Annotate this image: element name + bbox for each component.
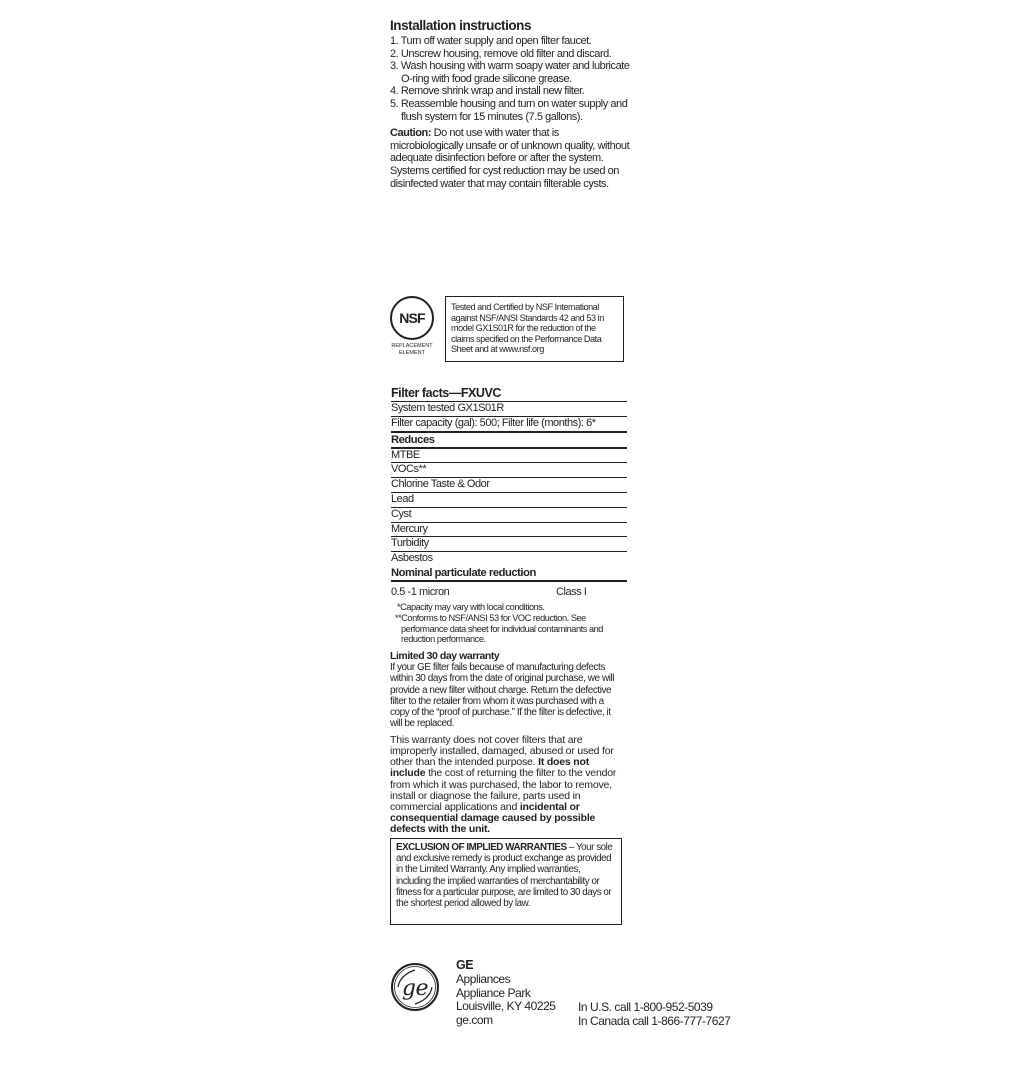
contaminant-row: Asbestos <box>391 552 433 565</box>
caution-paragraph <box>390 127 630 190</box>
filter-capacity-row: Filter capacity (gal): 500; Filter life (months): 6* <box>391 416 596 429</box>
exclusion-box <box>390 838 622 925</box>
micron-value: 0.5 -1 micron <box>391 585 450 598</box>
ge-website: ge.com <box>456 1013 493 1028</box>
phone-us: In U.S. call 1-800-952-5039 <box>578 1000 713 1014</box>
caution-text: Do not use with water that is microbiologically unsafe or of unknown quality, without adequate disinfection before or after the system. Systems certified for cyst reduction may be used on disinfected water that may contain filterable cysts. <box>390 127 630 190</box>
warranty-p2-text: This warranty does not cover filters that are improperly installed, damaged, abused or used for other than the intended purpose. <box>390 733 614 769</box>
exclusion-text: – Your sole and exclusive remedy is product exchange as provided in the Limited Warranty. Any implied warranties, including the implied warranties of merchantability or fitness for a particular purpose, are limited to 30 days or the shortest period allowed by law. <box>396 842 613 910</box>
ge-monogram-icon <box>390 962 440 1012</box>
ge-phone-numbers <box>578 1001 730 1029</box>
ge-address-line: Appliance Park <box>456 985 531 1000</box>
warranty-section <box>390 650 622 836</box>
contaminant-row: Mercury <box>391 523 627 538</box>
nsf-logo <box>388 296 436 358</box>
caution-label: Caution: <box>390 127 432 140</box>
ge-address-line: Appliances <box>456 971 511 986</box>
system-tested-row: System tested GX1S01R <box>391 402 627 417</box>
installation-step: 2. Unscrew housing, remove old filter and discard. <box>390 47 612 60</box>
svg-text:ge: ge <box>401 976 429 1001</box>
contaminant-row: Chlorine Taste & Odor <box>391 478 627 493</box>
filter-facts-table <box>391 386 627 645</box>
nsf-certification-box: Tested and Certified by NSF International against NSF/ANSI Standards 42 and 53 in model GX1S01R for the reduction of the claims specified on the Performance Data Sheet and at www.nsf.org <box>445 296 624 362</box>
contaminant-row: VOCs** <box>391 463 627 478</box>
contaminant-row: Lead <box>391 493 627 508</box>
warranty-p2-bold: incidental or consequential damage caused by possible defects with the unit. <box>390 801 596 836</box>
installation-step: 3. Wash housing with warm soapy water and lubricate O-ring with food grade silicone grease. <box>390 60 630 85</box>
installation-section <box>390 18 630 190</box>
warranty-p2-bold: It does not include <box>390 756 589 780</box>
warranty-paragraph-2 <box>390 735 622 836</box>
installation-title: Installation instructions <box>390 18 532 33</box>
warranty-p2-text: the cost of returning the filter to the vendor from which it was purchased, the labor to remove, install or diagnose the failure, parts used in commercial applications and <box>390 767 617 813</box>
ge-address-line: Louisville, KY 40225 <box>456 999 556 1014</box>
ge-address <box>456 959 556 1028</box>
particulate-heading: Nominal particulate reduction <box>391 566 627 582</box>
reduces-heading: Reduces <box>391 431 627 449</box>
nsf-logo-caption: REPLACEMENT ELEMENT <box>391 343 433 356</box>
warranty-paragraph-1: If your GE filter fails because of manufacturing defects within 30 days from the date of original purchase, we will provide a new filter without charge. Return the defective filter to the retailer from whom it was purchased with a copy of the “proof of purchase.” If the filter is defective, it will be replaced. <box>390 662 615 730</box>
contaminant-row: Cyst <box>391 508 627 523</box>
class-value: Class I <box>556 585 587 598</box>
warranty-title: Limited 30 day warranty <box>390 650 500 662</box>
contaminant-row: Turbidity <box>391 537 627 552</box>
installation-steps <box>390 35 630 123</box>
phone-canada: In Canada call 1-866-777-7627 <box>578 1013 731 1028</box>
installation-step: 1. Turn off water supply and open filter faucet. <box>390 35 592 47</box>
ge-name: GE <box>456 958 474 972</box>
installation-step: 4. Remove shrink wrap and install new filter. <box>390 85 585 98</box>
capacity-note: *Capacity may vary with local conditions. <box>397 601 545 612</box>
filter-facts-title: Filter facts—FXUVC <box>391 386 627 402</box>
nsf-logo-mark: NSF <box>390 296 434 340</box>
contaminant-row: MTBE <box>391 449 627 464</box>
installation-step: 5. Reassemble housing and turn on water supply and flush system for 15 minutes (7.5 gallons). <box>390 97 628 123</box>
exclusion-label: EXCLUSION OF IMPLIED WARRANTIES <box>396 842 567 853</box>
voc-note: **Conforms to NSF/ANSI 53 for VOC reduction. See performance data sheet for individual contaminants and reduction performance. <box>395 612 603 645</box>
particulate-row <box>391 585 627 599</box>
filter-facts-notes <box>391 602 627 645</box>
